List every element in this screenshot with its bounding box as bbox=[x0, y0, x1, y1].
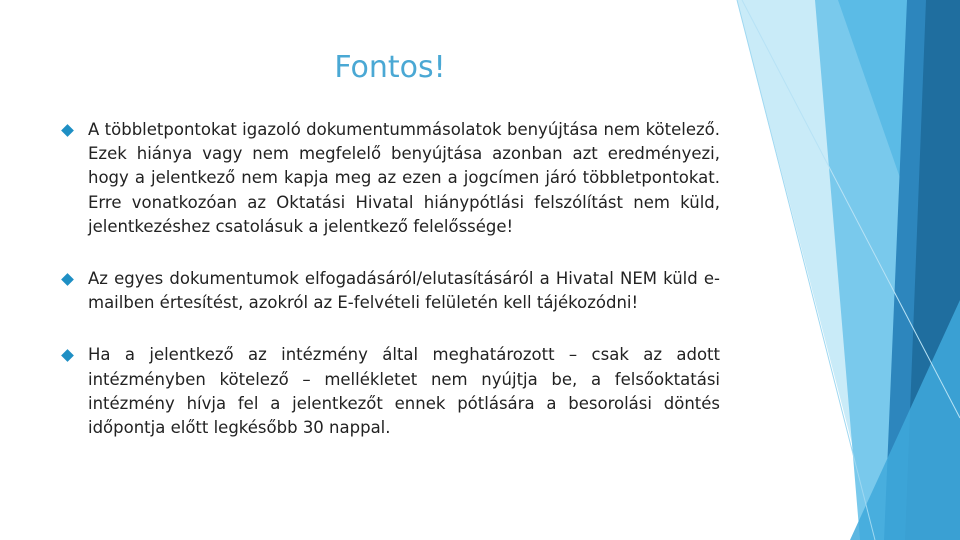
slide-title: Fontos! bbox=[334, 50, 446, 85]
bullet-item bbox=[60, 118, 720, 239]
diamond-bullet-icon bbox=[61, 124, 74, 137]
bullet-item bbox=[60, 343, 720, 440]
diamond-bullet-icon bbox=[61, 350, 74, 363]
bullet-text: A többletpontokat igazoló dokumentummásolatok benyújtása nem kötelező. Ezek hiánya vagy nem megfelelő benyújtása azonban azt eredményezi, hogy a jelentkező nem kapja meg az ezen a jogcímen járó többletpontokat. Erre vonatkozóan az Oktatási Hivatal hiánypótlási felszólítást nem küld, jelentkezéshez csatolásuk a jelentkező felelőssége! bbox=[88, 120, 720, 236]
diamond-bullet-icon bbox=[61, 273, 74, 286]
bullet-list bbox=[60, 118, 720, 468]
bullet-item bbox=[60, 267, 720, 315]
bullet-text: Az egyes dokumentumok elfogadásáról/elutasításáról a Hivatal NEM küld e-mailben értesítést, azokról az E-felvételi felületén kell tájékozódni! bbox=[88, 269, 720, 313]
bullet-text: Ha a jelentkező az intézmény által meghatározott – csak az adott intézményben kötelező – mellékletet nem nyújtja be, a felsőoktatási intézmény hívja fel a jelentkezőt ennek pótlására a besorolási döntés időpontja előtt legkésőbb 30 nappal. bbox=[88, 345, 720, 438]
